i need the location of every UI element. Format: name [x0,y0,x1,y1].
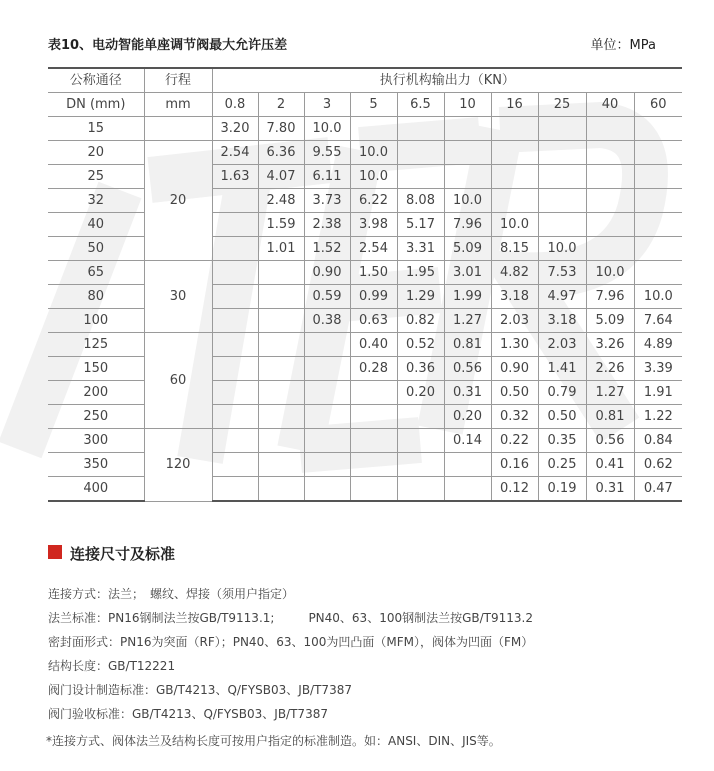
pressure-cell: 7.96 [444,213,491,237]
spec-sealing: 密封面形式：PN16为突面（RF）；PN40、63、100为凹凸面（MFM），阀体为凹面（FM） [48,635,534,649]
pressure-cell: 5.09 [586,309,634,333]
pressure-cell [444,117,491,141]
pressure-cell [634,261,682,285]
pressure-cell [212,405,258,429]
dn-cell: 20 [48,141,144,165]
spec-design-standard: 阀门设计制造标准：GB/T4213、Q/FYSB03、JB/T7387 [48,683,352,697]
pressure-cell: 1.63 [212,165,258,189]
pressure-cell: 0.90 [304,261,350,285]
pressure-cell: 1.95 [397,261,444,285]
pressure-cell [397,141,444,165]
pressure-cell: 3.20 [212,117,258,141]
pressure-cell: 1.91 [634,381,682,405]
pressure-cell: 1.30 [491,333,538,357]
table-row [48,477,682,502]
pressure-cell: 1.99 [444,285,491,309]
table-row [48,141,682,165]
spec-flange: 法兰标准：PN16钢制法兰按GB/T9113.1; PN40、63、100钢制法兰按GB/T9113.2 [48,611,533,625]
pressure-cell: 10.0 [444,189,491,213]
dn-cell: 125 [48,333,144,357]
stroke-cell: 30 [144,261,212,333]
header-thrust: 执行机构输出力（KN） [212,68,682,93]
pressure-cell: 7.80 [258,117,304,141]
pressure-cell: 1.52 [304,237,350,261]
pressure-cell: 2.03 [538,333,586,357]
pressure-cell [491,117,538,141]
pressure-cell: 0.81 [586,405,634,429]
pressure-cell: 0.50 [538,405,586,429]
pressure-cell: 2.54 [350,237,397,261]
dn-cell: 150 [48,357,144,381]
pressure-cell [258,309,304,333]
pressure-cell: 3.98 [350,213,397,237]
pressure-cell [304,477,350,502]
stroke-cell: 20 [144,141,212,261]
pressure-cell: 4.97 [538,285,586,309]
dn-cell: 100 [48,309,144,333]
pressure-cell [258,405,304,429]
pressure-cell: 7.64 [634,309,682,333]
pressure-cell [304,405,350,429]
pressure-cell: 0.59 [304,285,350,309]
table-row [48,309,682,333]
force-header-1: 2 [258,93,304,117]
pressure-cell: 4.82 [491,261,538,285]
pressure-cell: 0.14 [444,429,491,453]
pressure-cell [212,213,258,237]
pressure-cell [586,141,634,165]
pressure-cell: 5.09 [444,237,491,261]
pressure-cell [258,453,304,477]
pressure-cell: 2.38 [304,213,350,237]
pressure-cell [304,333,350,357]
dn-cell: 300 [48,429,144,453]
pressure-cell [538,141,586,165]
pressure-cell: 0.84 [634,429,682,453]
pressure-cell: 0.79 [538,381,586,405]
pressure-cell: 0.50 [491,381,538,405]
pressure-cell [350,477,397,502]
pressure-cell [397,165,444,189]
dn-cell: 40 [48,213,144,237]
pressure-cell [212,381,258,405]
pressure-cell [397,477,444,502]
spec-list [48,582,688,726]
pressure-cell [304,429,350,453]
pressure-cell: 0.99 [350,285,397,309]
dn-cell: 15 [48,117,144,141]
pressure-cell [586,237,634,261]
footnote: *连接方式、阀体法兰及结构长度可按用户指定的标准制造。如：ANSI、DIN、JIS等。 [46,734,501,748]
pressure-cell: 3.26 [586,333,634,357]
pressure-cell: 3.18 [538,309,586,333]
pressure-cell [212,477,258,502]
pressure-cell [586,189,634,213]
table-title-row [48,34,682,56]
force-header-8: 40 [586,93,634,117]
pressure-cell: 7.53 [538,261,586,285]
pressure-cell: 1.27 [586,381,634,405]
pressure-cell [350,453,397,477]
table-row [48,405,682,429]
pressure-cell: 10.0 [350,165,397,189]
pressure-cell: 10.0 [304,117,350,141]
pressure-cell: 0.31 [444,381,491,405]
table-row [48,357,682,381]
pressure-cell: 0.12 [491,477,538,502]
pressure-cell [634,237,682,261]
pressure-cell: 0.90 [491,357,538,381]
pressure-cell: 2.03 [491,309,538,333]
header-row-2 [48,93,682,117]
pressure-cell [397,117,444,141]
pressure-cell: 1.27 [444,309,491,333]
pressure-cell: 0.41 [586,453,634,477]
spec-length: 结构长度：GB/T12221 [48,659,176,673]
header-stroke-unit: mm [144,93,212,117]
table-row [48,237,682,261]
table-row [48,429,682,453]
pressure-cell [634,213,682,237]
pressure-cell [258,333,304,357]
pressure-cell: 0.35 [538,429,586,453]
pressure-cell [350,117,397,141]
pressure-cell [350,381,397,405]
pressure-cell: 0.62 [634,453,682,477]
pressure-cell: 2.48 [258,189,304,213]
pressure-cell: 0.52 [397,333,444,357]
force-header-2: 3 [304,93,350,117]
pressure-cell: 3.31 [397,237,444,261]
pressure-cell: 8.15 [491,237,538,261]
pressure-cell [444,141,491,165]
pressure-cell: 0.63 [350,309,397,333]
pressure-cell: 6.36 [258,141,304,165]
dn-cell: 50 [48,237,144,261]
table-row [48,189,682,213]
pressure-cell: 2.26 [586,357,634,381]
pressure-cell: 0.28 [350,357,397,381]
header-diameter: 公称通径 [48,68,144,93]
dn-cell: 32 [48,189,144,213]
pressure-cell [634,189,682,213]
pressure-cell [586,213,634,237]
pressure-cell [258,429,304,453]
pressure-cell: 10.0 [586,261,634,285]
header-stroke: 行程 [144,68,212,93]
pressure-cell: 1.50 [350,261,397,285]
table-title: 表10、电动智能单座调节阀最大允许压差 [48,38,288,53]
pressure-cell [538,213,586,237]
pressure-cell [538,165,586,189]
pressure-cell: 9.55 [304,141,350,165]
force-header-0: 0.8 [212,93,258,117]
pressure-cell [634,165,682,189]
pressure-cell [634,141,682,165]
stroke-cell: 120 [144,429,212,502]
pressure-cell [444,477,491,502]
table-row [48,333,682,357]
pressure-cell [491,165,538,189]
pressure-cell [491,189,538,213]
pressure-cell: 6.11 [304,165,350,189]
table-row [48,261,682,285]
table-row [48,381,682,405]
pressure-cell: 0.20 [397,381,444,405]
pressure-cell [212,357,258,381]
pressure-cell: 6.22 [350,189,397,213]
pressure-cell [258,381,304,405]
pressure-cell [634,117,682,141]
dn-cell: 400 [48,477,144,502]
pressure-cell [350,429,397,453]
table-row [48,213,682,237]
pressure-cell: 0.82 [397,309,444,333]
spec-connection: 连接方式：法兰； 螺纹、焊接（须用户指定） [48,587,295,601]
pressure-cell: 4.89 [634,333,682,357]
pressure-cell [586,165,634,189]
force-header-6: 16 [491,93,538,117]
pressure-cell [304,381,350,405]
pressure-cell: 0.20 [444,405,491,429]
pressure-cell [258,477,304,502]
pressure-cell [304,453,350,477]
pressure-cell: 1.01 [258,237,304,261]
pressure-cell: 1.41 [538,357,586,381]
pressure-cell: 0.16 [491,453,538,477]
dn-cell: 65 [48,261,144,285]
force-header-5: 10 [444,93,491,117]
pressure-cell: 1.22 [634,405,682,429]
force-header-4: 6.5 [397,93,444,117]
pressure-cell: 7.96 [586,285,634,309]
pressure-cell [212,261,258,285]
force-header-3: 5 [350,93,397,117]
pressure-cell: 0.47 [634,477,682,502]
pressure-cell [212,237,258,261]
dn-cell: 350 [48,453,144,477]
pressure-cell: 0.56 [444,357,491,381]
pressure-cell: 0.32 [491,405,538,429]
pressure-cell [212,429,258,453]
pressure-cell [212,189,258,213]
pressure-cell [258,285,304,309]
pressure-cell [304,357,350,381]
pressure-cell: 1.59 [258,213,304,237]
unit-label: 单位：MPa [590,38,656,53]
spec-acceptance-standard: 阀门验收标准：GB/T4213、Q/FYSB03、JB/T7387 [48,707,328,721]
pressure-cell: 1.29 [397,285,444,309]
pressure-cell: 3.39 [634,357,682,381]
pressure-cell: 5.17 [397,213,444,237]
section-title: 连接尺寸及标准 [70,545,176,563]
dn-cell: 200 [48,381,144,405]
pressure-cell [258,261,304,285]
pressure-cell [212,285,258,309]
pressure-cell: 3.73 [304,189,350,213]
pressure-cell [397,453,444,477]
pressure-cell: 0.31 [586,477,634,502]
force-header-7: 25 [538,93,586,117]
pressure-cell [444,165,491,189]
pressure-cell [538,117,586,141]
stroke-cell [144,117,212,141]
table-row [48,165,682,189]
header-dn-unit: DN (mm) [48,93,144,117]
pressure-cell [212,453,258,477]
pressure-cell [350,405,397,429]
pressure-cell [212,333,258,357]
pressure-table [48,67,682,502]
pressure-cell [397,405,444,429]
pressure-cell: 4.07 [258,165,304,189]
pressure-cell [258,357,304,381]
force-header-9: 60 [634,93,682,117]
pressure-cell [491,141,538,165]
pressure-cell [397,429,444,453]
pressure-cell: 2.54 [212,141,258,165]
dn-cell: 25 [48,165,144,189]
pressure-cell: 0.38 [304,309,350,333]
pressure-cell: 0.40 [350,333,397,357]
pressure-cell: 10.0 [491,213,538,237]
pressure-cell: 8.08 [397,189,444,213]
pressure-cell: 0.81 [444,333,491,357]
pressure-cell [212,309,258,333]
stroke-cell: 60 [144,333,212,429]
pressure-cell: 0.19 [538,477,586,502]
table-row [48,285,682,309]
pressure-cell: 0.56 [586,429,634,453]
header-row-1 [48,68,682,93]
pressure-cell: 10.0 [538,237,586,261]
pressure-cell [538,189,586,213]
pressure-cell: 3.18 [491,285,538,309]
pressure-cell [586,117,634,141]
pressure-cell: 0.22 [491,429,538,453]
pressure-cell: 0.36 [397,357,444,381]
pressure-cell: 10.0 [634,285,682,309]
pressure-cell: 3.01 [444,261,491,285]
pressure-cell: 0.25 [538,453,586,477]
pressure-cell [444,453,491,477]
table-row [48,453,682,477]
pressure-cell: 10.0 [350,141,397,165]
dn-cell: 250 [48,405,144,429]
dn-cell: 80 [48,285,144,309]
section-marker [48,545,62,559]
table-row [48,117,682,141]
